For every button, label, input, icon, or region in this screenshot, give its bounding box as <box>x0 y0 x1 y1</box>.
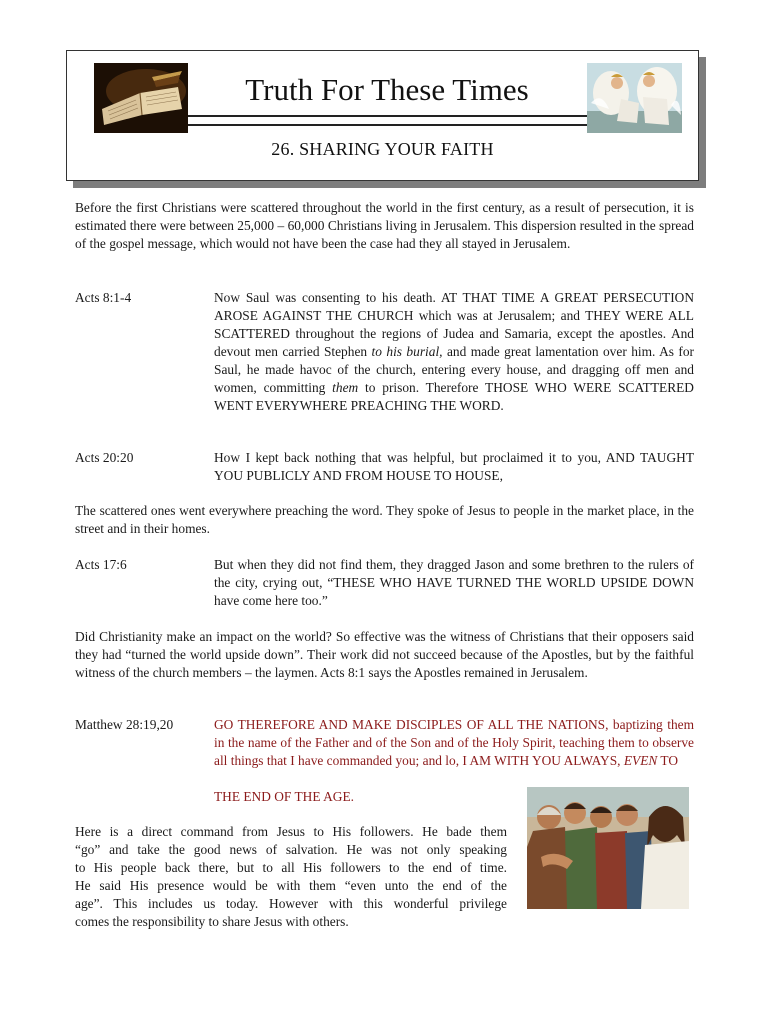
title-divider <box>188 115 588 126</box>
verse-ref-acts-8: Acts 8:1-4 <box>75 290 132 305</box>
command-paragraph <box>75 823 507 931</box>
verse-text-matthew-last-line: THE END OF THE AGE. <box>214 789 354 804</box>
impact-paragraph: Did Christianity make an impact on the world? So effective was the witness of Christians that their opposers said they had “turned the world upside down”. Their work did not succeed because of the Apostles, but by the faithful witness of the church members – the laymen. Acts 8:1 says the Apostles remained in Jerusalem. <box>75 629 694 680</box>
jesus-disciples-image <box>527 787 689 909</box>
verse-italic: them <box>332 380 359 395</box>
command-line: He said His presence would be with them “even unto the end of the <box>75 878 507 893</box>
verse-ref-matthew: Matthew 28:19,20 <box>75 717 174 732</box>
verse-ref-acts-17: Acts 17:6 <box>75 557 127 572</box>
verse-text-acts-17: But when they did not find them, they dragged Jason and some brethren to the rulers of the city, crying out, “THESE WHO HAVE TURNED THE WORLD UPSIDE DOWN have come here too.” <box>214 557 694 608</box>
verse-segment: TO <box>657 753 679 768</box>
verse-text-acts-8 <box>214 289 694 415</box>
verse-segment: and made great lamentation over him. As for Saul, he made havoc of the church, entering every house, and dragging off men and women, committing <box>214 344 694 395</box>
site-title: Truth For These Times <box>245 72 529 107</box>
command-line: to His people back there, but to all His followers to the end of time. <box>75 860 507 875</box>
intro-paragraph: Before the first Christians were scattered throughout the world in the first century, as a result of persecution, it is estimated there were between 25,000 – 60,000 Christians living in Jerusalem. This dispersion resulted in the spread of the gospel message, which would not have been the case had they all stayed in Jerusalem. <box>75 200 694 251</box>
verse-segment: to prison. Therefore THOSE WHO WERE SCATTERED WENT EVERYWHERE PREACHING THE WORD. <box>214 380 694 413</box>
header-box <box>66 50 699 181</box>
verse-ref-acts-20: Acts 20:20 <box>75 450 134 465</box>
angels-image <box>587 63 682 133</box>
verse-italic: EVEN <box>623 753 658 768</box>
verse-segment: Now Saul was consenting to his death. AT THAT TIME A GREAT PERSECUTION AROSE AGAINST THE CHURCH which was at Jerusalem; and THEY WERE ALL SCATTERED throughout the regions of Judea and Samaria, except the apostles. And devout men carried Stephen <box>214 290 694 359</box>
verse-italic: to his burial, <box>371 344 443 359</box>
command-line: comes the responsibility to share Jesus with others. <box>75 914 349 929</box>
command-line: age”. This includes us today. However with this wonderful privilege <box>75 896 507 911</box>
verse-text-acts-20: How I kept back nothing that was helpful, but proclaimed it to you, AND TAUGHT YOU PUBLICLY AND FROM HOUSE TO HOUSE, <box>214 450 694 483</box>
scattered-paragraph: The scattered ones went everywhere preaching the word. They spoke of Jesus to people in the market place, in the street and in their homes. <box>75 503 694 536</box>
verse-text-matthew <box>214 716 694 770</box>
open-bible-image <box>94 63 188 133</box>
command-line: “go” and take the good news of salvation. He was not only speaking <box>75 842 507 857</box>
verse-segment: GO THEREFORE AND MAKE DISCIPLES OF ALL THE NATIONS, baptizing them in the name of the Father and of the Son and of the Holy Spirit, teaching them to observe all things that I have commanded you; and lo, I AM WITH YOU ALWAYS, <box>214 717 694 768</box>
section-title: 26. SHARING YOUR FAITH <box>271 139 494 159</box>
command-line: Here is a direct command from Jesus to His followers. He bade them <box>75 824 507 839</box>
